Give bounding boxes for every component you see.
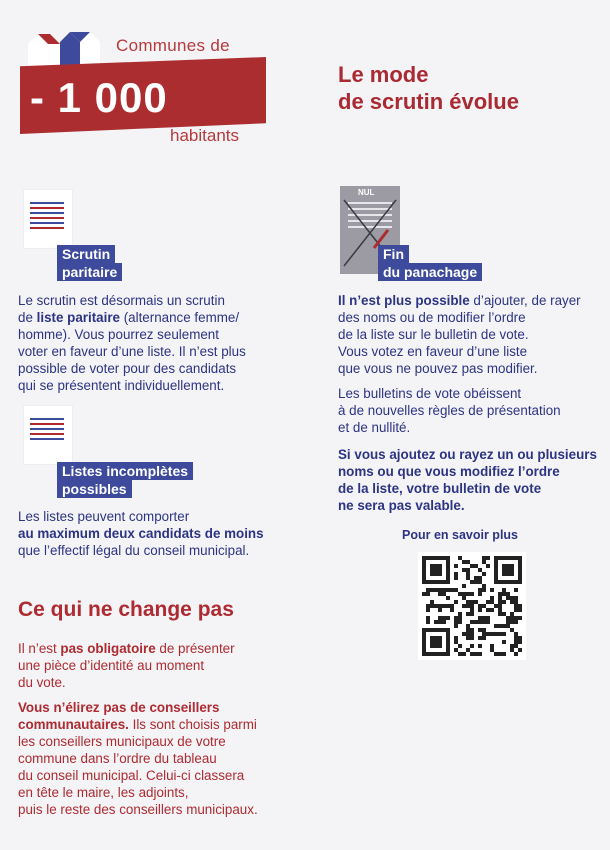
page-title [338,61,519,115]
listes-text-3: que l’effectif légal du conseil municipal. [18,543,250,558]
nul-label: NUL [358,188,375,197]
fin-text-b2: noms ou que vous modifiez l’ordre [338,464,560,479]
scrutin-text-5: possible de voter pour des candidats [18,361,237,376]
tag-listes-line2: possibles [57,480,132,498]
scrutin-text-2b: liste paritaire [36,310,120,325]
fin-text-1 [338,292,600,309]
fin-paragraph-2 [338,385,600,436]
page-title-line2: de scrutin évolue [338,89,519,114]
change-text-10: puis le reste des conseillers municipaux. [18,802,258,817]
change-text-1a: Il n’est [18,641,61,656]
tag-fin-panachage [378,245,482,281]
change-text-1c: de présenter [155,641,235,656]
tag-fin-line1: Fin [378,245,409,263]
change-text-9: en tête le maire, les adjoints, [18,785,189,800]
change-text-6: les conseillers municipaux de votre [18,734,226,749]
fin-text-2: des noms ou de modifier l’ordre [338,310,526,325]
change-text-7: commune dans l’ordre du tableau [18,751,217,766]
fin-text-7: à de nouvelles règles de présentation [338,403,561,418]
change-text-5c: Ils sont choisis parmi [128,717,257,732]
fin-text-b1: Si vous ajoutez ou rayez un ou plusieurs [338,447,597,462]
ballot-list-icon [24,406,72,464]
fin-paragraph-3 [338,446,600,514]
change-paragraph-2 [18,699,318,818]
listes-text-1: Les listes peuvent comporter [18,509,190,524]
header-number: - 1 000 [30,74,168,121]
section-title-change: Ce qui ne change pas [18,598,234,621]
header-line1: Communes de [116,36,230,55]
scrutin-text-2a: de [18,310,37,325]
more-info-label: Pour en savoir plus [402,528,519,542]
scrutin-text-4: voter en faveur d’une liste. Il n’est plus [18,344,246,359]
tag-listes-line1: Listes incomplètes [57,462,193,480]
tag-listes-incompletes [57,462,193,498]
scrutin-text-1: Le scrutin est désormais un scrutin [18,293,225,308]
ballot-list-icon [24,190,72,248]
change-text-4 [18,699,318,716]
fin-text-b3: de la liste, votre bulletin de vote [338,481,542,496]
change-text-1b: pas obligatoire [60,641,156,656]
listes-text-2b: au maximum deux candidats de moins [18,526,264,541]
fin-text-b4: ne sera pas valable. [338,498,465,513]
tag-scrutin-line1: Scrutin [57,245,115,263]
page-title-line1: Le mode [338,62,429,87]
fin-text-1b: Il n’est plus possible [338,293,470,308]
change-text-8: du conseil municipal. Celui-ci classera [18,768,245,783]
change-text-5 [18,716,318,733]
qr-code-icon[interactable] [418,552,526,660]
fin-paragraph-1 [338,292,600,377]
scrutin-text-6: qui se présentent individuellement. [18,378,225,393]
tag-fin-line2: du panachage [378,263,482,281]
change-text-2: une pièce d’identité au moment [18,658,205,673]
change-text-1 [18,640,318,657]
change-text-4b: Vous n’élirez pas de conseillers [18,700,220,715]
change-paragraph-1 [18,640,318,691]
fin-text-5: que vous ne pouvez pas modifier. [338,361,538,376]
fin-text-3: de la liste sur le bulletin de vote. [338,327,529,342]
scrutin-text-2 [18,309,308,326]
fin-text-1c: d’ajouter, de rayer [469,293,581,308]
tag-scrutin-paritaire [57,245,122,281]
change-text-5b: communautaires. [18,717,129,732]
fin-text-4: Vous votez en faveur d’une liste [338,344,528,359]
listes-text-2 [18,525,308,542]
change-text-3: du vote. [18,675,66,690]
fin-text-8: et de nullité. [338,420,411,435]
header-line3: habitants [170,126,239,145]
fin-text-6: Les bulletins de vote obéissent [338,386,522,401]
scrutin-paragraph [18,292,308,394]
listes-paragraph [18,508,308,559]
tag-scrutin-line2: paritaire [57,263,122,281]
scrutin-text-3: homme). Vous pourrez seulement [18,327,219,342]
scrutin-text-2c: (alternance femme/ [119,310,240,325]
